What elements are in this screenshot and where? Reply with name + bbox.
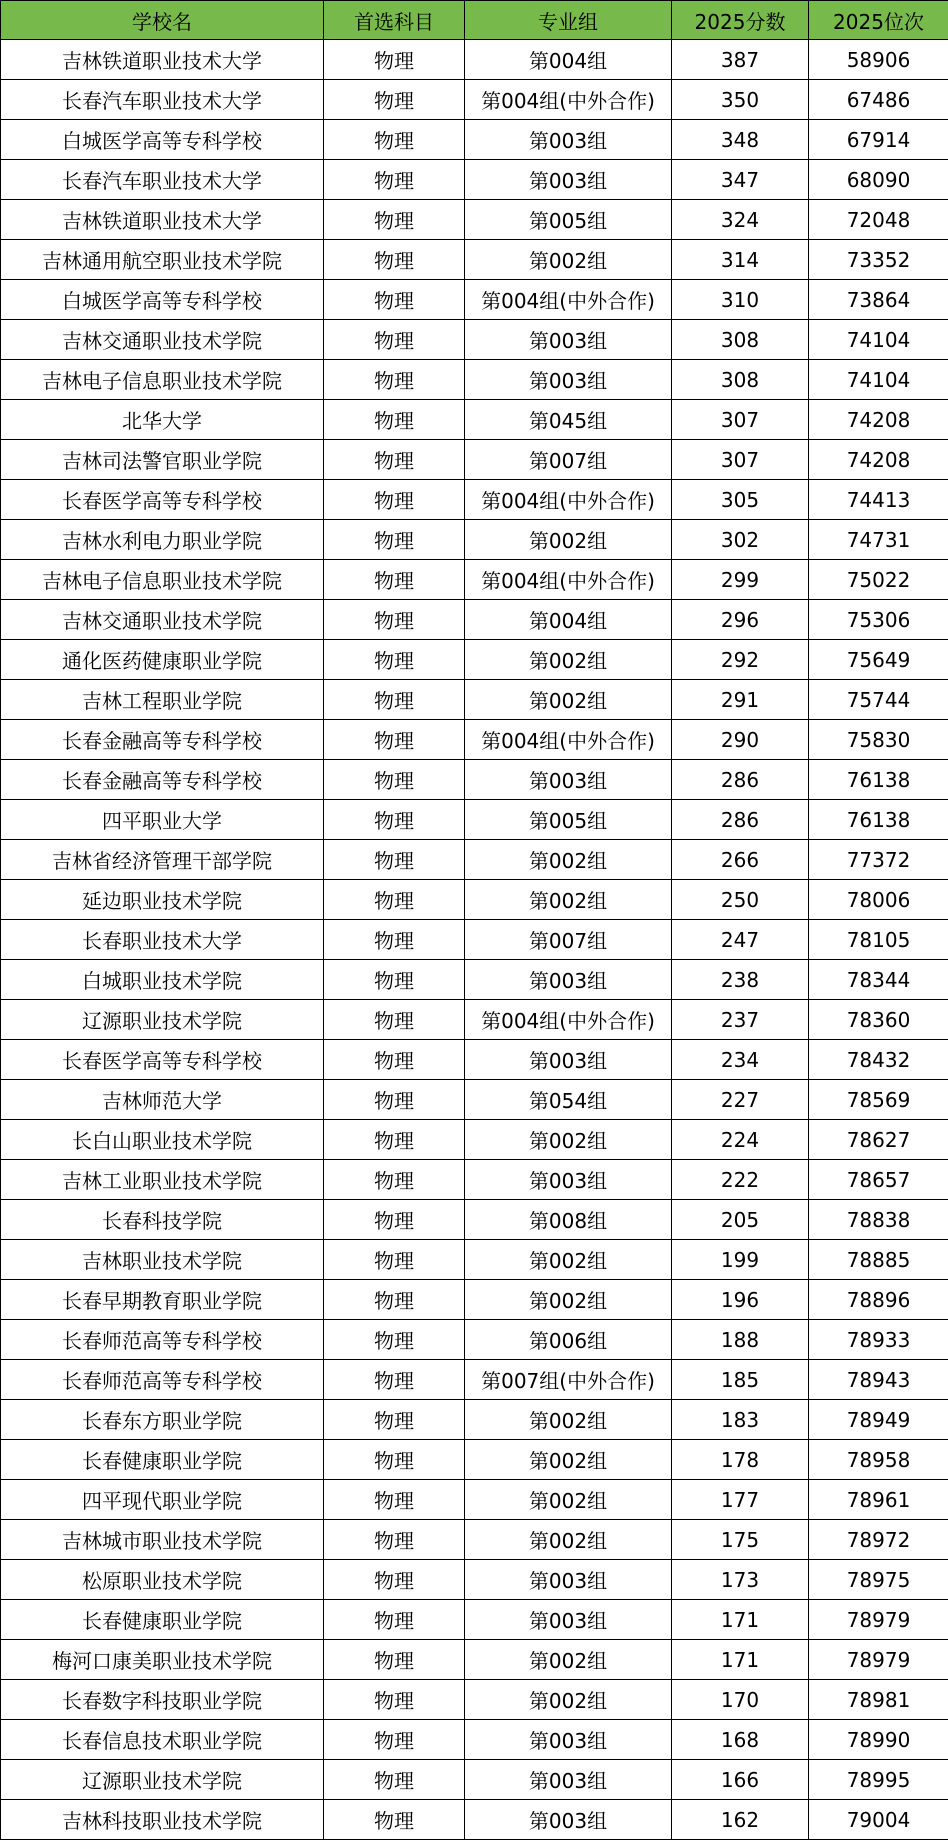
school-name-cell: 梅河口康美职业技术学院: [1, 1640, 324, 1680]
major-group-cell: 第004组(中外合作): [465, 1000, 672, 1040]
table-row: [1, 1680, 948, 1720]
subject-cell: 物理: [324, 1520, 465, 1560]
major-group-cell: 第004组(中外合作): [465, 280, 672, 320]
score-cell: 250: [672, 880, 809, 920]
major-group-cell: 第003组: [465, 360, 672, 400]
table-row: [1, 880, 948, 920]
rank-cell: 78006: [809, 880, 948, 920]
school-name-cell: 通化医药健康职业学院: [1, 640, 324, 680]
major-group-cell: 第045组: [465, 400, 672, 440]
school-name-cell: 吉林工程职业学院: [1, 680, 324, 720]
subject-cell: 物理: [324, 320, 465, 360]
subject-cell: 物理: [324, 80, 465, 120]
subject-cell: 物理: [324, 1040, 465, 1080]
score-cell: 177: [672, 1480, 809, 1520]
score-cell: 162: [672, 1800, 809, 1840]
column-header-subject: 首选科目: [324, 1, 465, 40]
score-cell: 173: [672, 1560, 809, 1600]
rank-cell: 78949: [809, 1400, 948, 1440]
score-cell: 387: [672, 40, 809, 80]
rank-cell: 75744: [809, 680, 948, 720]
rank-cell: 74104: [809, 360, 948, 400]
major-group-cell: 第002组: [465, 1120, 672, 1160]
table-row: [1, 1600, 948, 1640]
rank-cell: 78979: [809, 1640, 948, 1680]
major-group-cell: 第002组: [465, 680, 672, 720]
major-group-cell: 第004组: [465, 600, 672, 640]
school-name-cell: 吉林交通职业技术学院: [1, 320, 324, 360]
table-row: [1, 640, 948, 680]
subject-cell: 物理: [324, 40, 465, 80]
table-row: [1, 1440, 948, 1480]
major-group-cell: 第003组: [465, 760, 672, 800]
subject-cell: 物理: [324, 1400, 465, 1440]
school-name-cell: 吉林司法警官职业学院: [1, 440, 324, 480]
subject-cell: 物理: [324, 1240, 465, 1280]
subject-cell: 物理: [324, 1360, 465, 1400]
subject-cell: 物理: [324, 480, 465, 520]
school-name-cell: 长春科技学院: [1, 1200, 324, 1240]
subject-cell: 物理: [324, 1120, 465, 1160]
score-cell: 286: [672, 800, 809, 840]
school-name-cell: 长春医学高等专科学校: [1, 480, 324, 520]
score-cell: 305: [672, 480, 809, 520]
school-name-cell: 吉林通用航空职业技术学院: [1, 240, 324, 280]
school-name-cell: 吉林省经济管理干部学院: [1, 840, 324, 880]
rank-cell: 74104: [809, 320, 948, 360]
subject-cell: 物理: [324, 1320, 465, 1360]
rank-cell: 78995: [809, 1760, 948, 1800]
table-row: [1, 560, 948, 600]
school-name-cell: 吉林工业职业技术学院: [1, 1160, 324, 1200]
table-row: [1, 840, 948, 880]
major-group-cell: 第002组: [465, 1400, 672, 1440]
major-group-cell: 第002组: [465, 1480, 672, 1520]
score-cell: 266: [672, 840, 809, 880]
major-group-cell: 第002组: [465, 1520, 672, 1560]
score-cell: 171: [672, 1640, 809, 1680]
table-row: [1, 1640, 948, 1680]
school-name-cell: 吉林铁道职业技术大学: [1, 40, 324, 80]
rank-cell: 73864: [809, 280, 948, 320]
subject-cell: 物理: [324, 1600, 465, 1640]
school-name-cell: 辽源职业技术学院: [1, 1760, 324, 1800]
school-name-cell: 白城医学高等专科学校: [1, 120, 324, 160]
score-cell: 307: [672, 440, 809, 480]
score-cell: 171: [672, 1600, 809, 1640]
rank-cell: 78569: [809, 1080, 948, 1120]
school-name-cell: 长春早期教育职业学院: [1, 1280, 324, 1320]
school-name-cell: 长春汽车职业技术大学: [1, 80, 324, 120]
subject-cell: 物理: [324, 1680, 465, 1720]
table-row: [1, 40, 948, 80]
major-group-cell: 第002组: [465, 1640, 672, 1680]
score-cell: 175: [672, 1520, 809, 1560]
score-cell: 308: [672, 320, 809, 360]
school-name-cell: 长春汽车职业技术大学: [1, 160, 324, 200]
table-row: [1, 200, 948, 240]
column-header-score: 2025分数: [672, 1, 809, 40]
major-group-cell: 第005组: [465, 200, 672, 240]
rank-cell: 74208: [809, 440, 948, 480]
major-group-cell: 第006组: [465, 1320, 672, 1360]
school-name-cell: 长春医学高等专科学校: [1, 1040, 324, 1080]
table-row: [1, 120, 948, 160]
major-group-cell: 第004组(中外合作): [465, 560, 672, 600]
major-group-cell: 第003组: [465, 1720, 672, 1760]
score-cell: 222: [672, 1160, 809, 1200]
column-header-rank: 2025位次: [809, 1, 948, 40]
rank-cell: 78657: [809, 1160, 948, 1200]
rank-cell: 78981: [809, 1680, 948, 1720]
column-header-school: 学校名: [1, 1, 324, 40]
rank-cell: 78972: [809, 1520, 948, 1560]
score-cell: 296: [672, 600, 809, 640]
score-cell: 291: [672, 680, 809, 720]
major-group-cell: 第003组: [465, 1560, 672, 1600]
subject-cell: 物理: [324, 240, 465, 280]
school-name-cell: 长春金融高等专科学校: [1, 760, 324, 800]
subject-cell: 物理: [324, 440, 465, 480]
rank-cell: 73352: [809, 240, 948, 280]
table-row: [1, 720, 948, 760]
table-row: [1, 320, 948, 360]
school-name-cell: 长春师范高等专科学校: [1, 1360, 324, 1400]
column-header-major-group: 专业组: [465, 1, 672, 40]
subject-cell: 物理: [324, 680, 465, 720]
score-cell: 188: [672, 1320, 809, 1360]
school-name-cell: 吉林城市职业技术学院: [1, 1520, 324, 1560]
subject-cell: 物理: [324, 1280, 465, 1320]
major-group-cell: 第002组: [465, 1280, 672, 1320]
major-group-cell: 第003组: [465, 160, 672, 200]
subject-cell: 物理: [324, 880, 465, 920]
table-row: [1, 80, 948, 120]
school-name-cell: 松原职业技术学院: [1, 1560, 324, 1600]
score-cell: 237: [672, 1000, 809, 1040]
school-name-cell: 长春数字科技职业学院: [1, 1680, 324, 1720]
major-group-cell: 第007组: [465, 920, 672, 960]
score-cell: 234: [672, 1040, 809, 1080]
rank-cell: 75022: [809, 560, 948, 600]
school-name-cell: 吉林师范大学: [1, 1080, 324, 1120]
major-group-cell: 第003组: [465, 1040, 672, 1080]
score-cell: 185: [672, 1360, 809, 1400]
rank-cell: 78627: [809, 1120, 948, 1160]
score-cell: 170: [672, 1680, 809, 1720]
subject-cell: 物理: [324, 1440, 465, 1480]
table-row: [1, 760, 948, 800]
major-group-cell: 第003组: [465, 120, 672, 160]
major-group-cell: 第054组: [465, 1080, 672, 1120]
rank-cell: 67486: [809, 80, 948, 120]
rank-cell: 68090: [809, 160, 948, 200]
subject-cell: 物理: [324, 1640, 465, 1680]
subject-cell: 物理: [324, 280, 465, 320]
major-group-cell: 第002组: [465, 880, 672, 920]
rank-cell: 72048: [809, 200, 948, 240]
table-row: [1, 1080, 948, 1120]
rank-cell: 78943: [809, 1360, 948, 1400]
table-body: [1, 40, 948, 1840]
score-cell: 183: [672, 1400, 809, 1440]
major-group-cell: 第002组: [465, 520, 672, 560]
subject-cell: 物理: [324, 200, 465, 240]
major-group-cell: 第008组: [465, 1200, 672, 1240]
rank-cell: 74208: [809, 400, 948, 440]
score-cell: 238: [672, 960, 809, 1000]
table-row: [1, 1760, 948, 1800]
table-row: [1, 1000, 948, 1040]
rank-cell: 77372: [809, 840, 948, 880]
major-group-cell: 第003组: [465, 1600, 672, 1640]
major-group-cell: 第004组(中外合作): [465, 720, 672, 760]
table-header: [1, 1, 948, 40]
major-group-cell: 第003组: [465, 960, 672, 1000]
table-row: [1, 1480, 948, 1520]
score-cell: 227: [672, 1080, 809, 1120]
major-group-cell: 第003组: [465, 1760, 672, 1800]
score-cell: 178: [672, 1440, 809, 1480]
rank-cell: 75830: [809, 720, 948, 760]
table-row: [1, 680, 948, 720]
table-row: [1, 1040, 948, 1080]
score-cell: 205: [672, 1200, 809, 1240]
major-group-cell: 第004组(中外合作): [465, 80, 672, 120]
rank-cell: 78360: [809, 1000, 948, 1040]
subject-cell: 物理: [324, 160, 465, 200]
subject-cell: 物理: [324, 600, 465, 640]
table-row: [1, 1360, 948, 1400]
school-name-cell: 白城医学高等专科学校: [1, 280, 324, 320]
school-name-cell: 辽源职业技术学院: [1, 1000, 324, 1040]
table-row: [1, 440, 948, 480]
table-row: [1, 800, 948, 840]
score-cell: 290: [672, 720, 809, 760]
rank-cell: 78975: [809, 1560, 948, 1600]
rank-cell: 78990: [809, 1720, 948, 1760]
subject-cell: 物理: [324, 920, 465, 960]
table-row: [1, 280, 948, 320]
major-group-cell: 第003组: [465, 1160, 672, 1200]
rank-cell: 78958: [809, 1440, 948, 1480]
score-cell: 199: [672, 1240, 809, 1280]
major-group-cell: 第002组: [465, 840, 672, 880]
rank-cell: 78885: [809, 1240, 948, 1280]
rank-cell: 78344: [809, 960, 948, 1000]
school-name-cell: 吉林水利电力职业学院: [1, 520, 324, 560]
school-name-cell: 北华大学: [1, 400, 324, 440]
score-cell: 166: [672, 1760, 809, 1800]
school-name-cell: 延边职业技术学院: [1, 880, 324, 920]
rank-cell: 67914: [809, 120, 948, 160]
score-cell: 302: [672, 520, 809, 560]
school-name-cell: 吉林电子信息职业技术学院: [1, 360, 324, 400]
subject-cell: 物理: [324, 1200, 465, 1240]
table-row: [1, 920, 948, 960]
school-name-cell: 长春信息技术职业学院: [1, 1720, 324, 1760]
major-group-cell: 第002组: [465, 240, 672, 280]
school-name-cell: 长白山职业技术学院: [1, 1120, 324, 1160]
subject-cell: 物理: [324, 1480, 465, 1520]
table-row: [1, 1160, 948, 1200]
school-name-cell: 四平职业大学: [1, 800, 324, 840]
major-group-cell: 第002组: [465, 1240, 672, 1280]
rank-cell: 74413: [809, 480, 948, 520]
subject-cell: 物理: [324, 1760, 465, 1800]
rank-cell: 58906: [809, 40, 948, 80]
table-row: [1, 1720, 948, 1760]
rank-cell: 76138: [809, 760, 948, 800]
school-name-cell: 吉林科技职业技术学院: [1, 1800, 324, 1840]
table-row: [1, 160, 948, 200]
subject-cell: 物理: [324, 360, 465, 400]
table-row: [1, 1400, 948, 1440]
table-row: [1, 480, 948, 520]
table-row: [1, 240, 948, 280]
major-group-cell: 第002组: [465, 640, 672, 680]
rank-cell: 78896: [809, 1280, 948, 1320]
major-group-cell: 第007组: [465, 440, 672, 480]
major-group-cell: 第002组: [465, 1440, 672, 1480]
subject-cell: 物理: [324, 640, 465, 680]
school-name-cell: 长春东方职业学院: [1, 1400, 324, 1440]
table-row: [1, 600, 948, 640]
major-group-cell: 第002组: [465, 1680, 672, 1720]
subject-cell: 物理: [324, 1800, 465, 1840]
school-name-cell: 长春师范高等专科学校: [1, 1320, 324, 1360]
subject-cell: 物理: [324, 120, 465, 160]
subject-cell: 物理: [324, 1080, 465, 1120]
school-name-cell: 白城职业技术学院: [1, 960, 324, 1000]
school-name-cell: 吉林铁道职业技术大学: [1, 200, 324, 240]
table-row: [1, 1280, 948, 1320]
rank-cell: 78933: [809, 1320, 948, 1360]
subject-cell: 物理: [324, 1160, 465, 1200]
score-cell: 247: [672, 920, 809, 960]
subject-cell: 物理: [324, 520, 465, 560]
rank-cell: 78838: [809, 1200, 948, 1240]
score-cell: 324: [672, 200, 809, 240]
score-cell: 299: [672, 560, 809, 600]
score-cell: 314: [672, 240, 809, 280]
header-row: [1, 1, 948, 40]
table-row: [1, 1200, 948, 1240]
subject-cell: 物理: [324, 960, 465, 1000]
rank-cell: 75649: [809, 640, 948, 680]
school-name-cell: 长春健康职业学院: [1, 1600, 324, 1640]
rank-cell: 78105: [809, 920, 948, 960]
table-row: [1, 1120, 948, 1160]
major-group-cell: 第005组: [465, 800, 672, 840]
school-name-cell: 长春金融高等专科学校: [1, 720, 324, 760]
subject-cell: 物理: [324, 760, 465, 800]
school-name-cell: 长春职业技术大学: [1, 920, 324, 960]
table-row: [1, 360, 948, 400]
subject-cell: 物理: [324, 720, 465, 760]
table-row: [1, 1800, 948, 1840]
table-row: [1, 960, 948, 1000]
major-group-cell: 第004组: [465, 40, 672, 80]
major-group-cell: 第004组(中外合作): [465, 480, 672, 520]
school-name-cell: 吉林职业技术学院: [1, 1240, 324, 1280]
table-row: [1, 1240, 948, 1280]
school-name-cell: 吉林电子信息职业技术学院: [1, 560, 324, 600]
score-cell: 286: [672, 760, 809, 800]
score-cell: 348: [672, 120, 809, 160]
subject-cell: 物理: [324, 1560, 465, 1600]
subject-cell: 物理: [324, 840, 465, 880]
score-cell: 347: [672, 160, 809, 200]
table-row: [1, 400, 948, 440]
rank-cell: 79004: [809, 1800, 948, 1840]
score-cell: 168: [672, 1720, 809, 1760]
score-cell: 310: [672, 280, 809, 320]
subject-cell: 物理: [324, 800, 465, 840]
score-cell: 292: [672, 640, 809, 680]
table-row: [1, 1520, 948, 1560]
rank-cell: 78432: [809, 1040, 948, 1080]
rank-cell: 76138: [809, 800, 948, 840]
school-name-cell: 吉林交通职业技术学院: [1, 600, 324, 640]
school-name-cell: 四平现代职业学院: [1, 1480, 324, 1520]
school-name-cell: 长春健康职业学院: [1, 1440, 324, 1480]
rank-cell: 78979: [809, 1600, 948, 1640]
table-row: [1, 520, 948, 560]
score-cell: 308: [672, 360, 809, 400]
major-group-cell: 第007组(中外合作): [465, 1360, 672, 1400]
subject-cell: 物理: [324, 1000, 465, 1040]
subject-cell: 物理: [324, 560, 465, 600]
table-row: [1, 1560, 948, 1600]
score-cell: 196: [672, 1280, 809, 1320]
score-cell: 307: [672, 400, 809, 440]
major-group-cell: 第003组: [465, 320, 672, 360]
score-cell: 224: [672, 1120, 809, 1160]
major-group-cell: 第003组: [465, 1800, 672, 1840]
subject-cell: 物理: [324, 1720, 465, 1760]
score-cell: 350: [672, 80, 809, 120]
rank-cell: 75306: [809, 600, 948, 640]
subject-cell: 物理: [324, 400, 465, 440]
rank-cell: 78961: [809, 1480, 948, 1520]
rank-cell: 74731: [809, 520, 948, 560]
table-row: [1, 1320, 948, 1360]
